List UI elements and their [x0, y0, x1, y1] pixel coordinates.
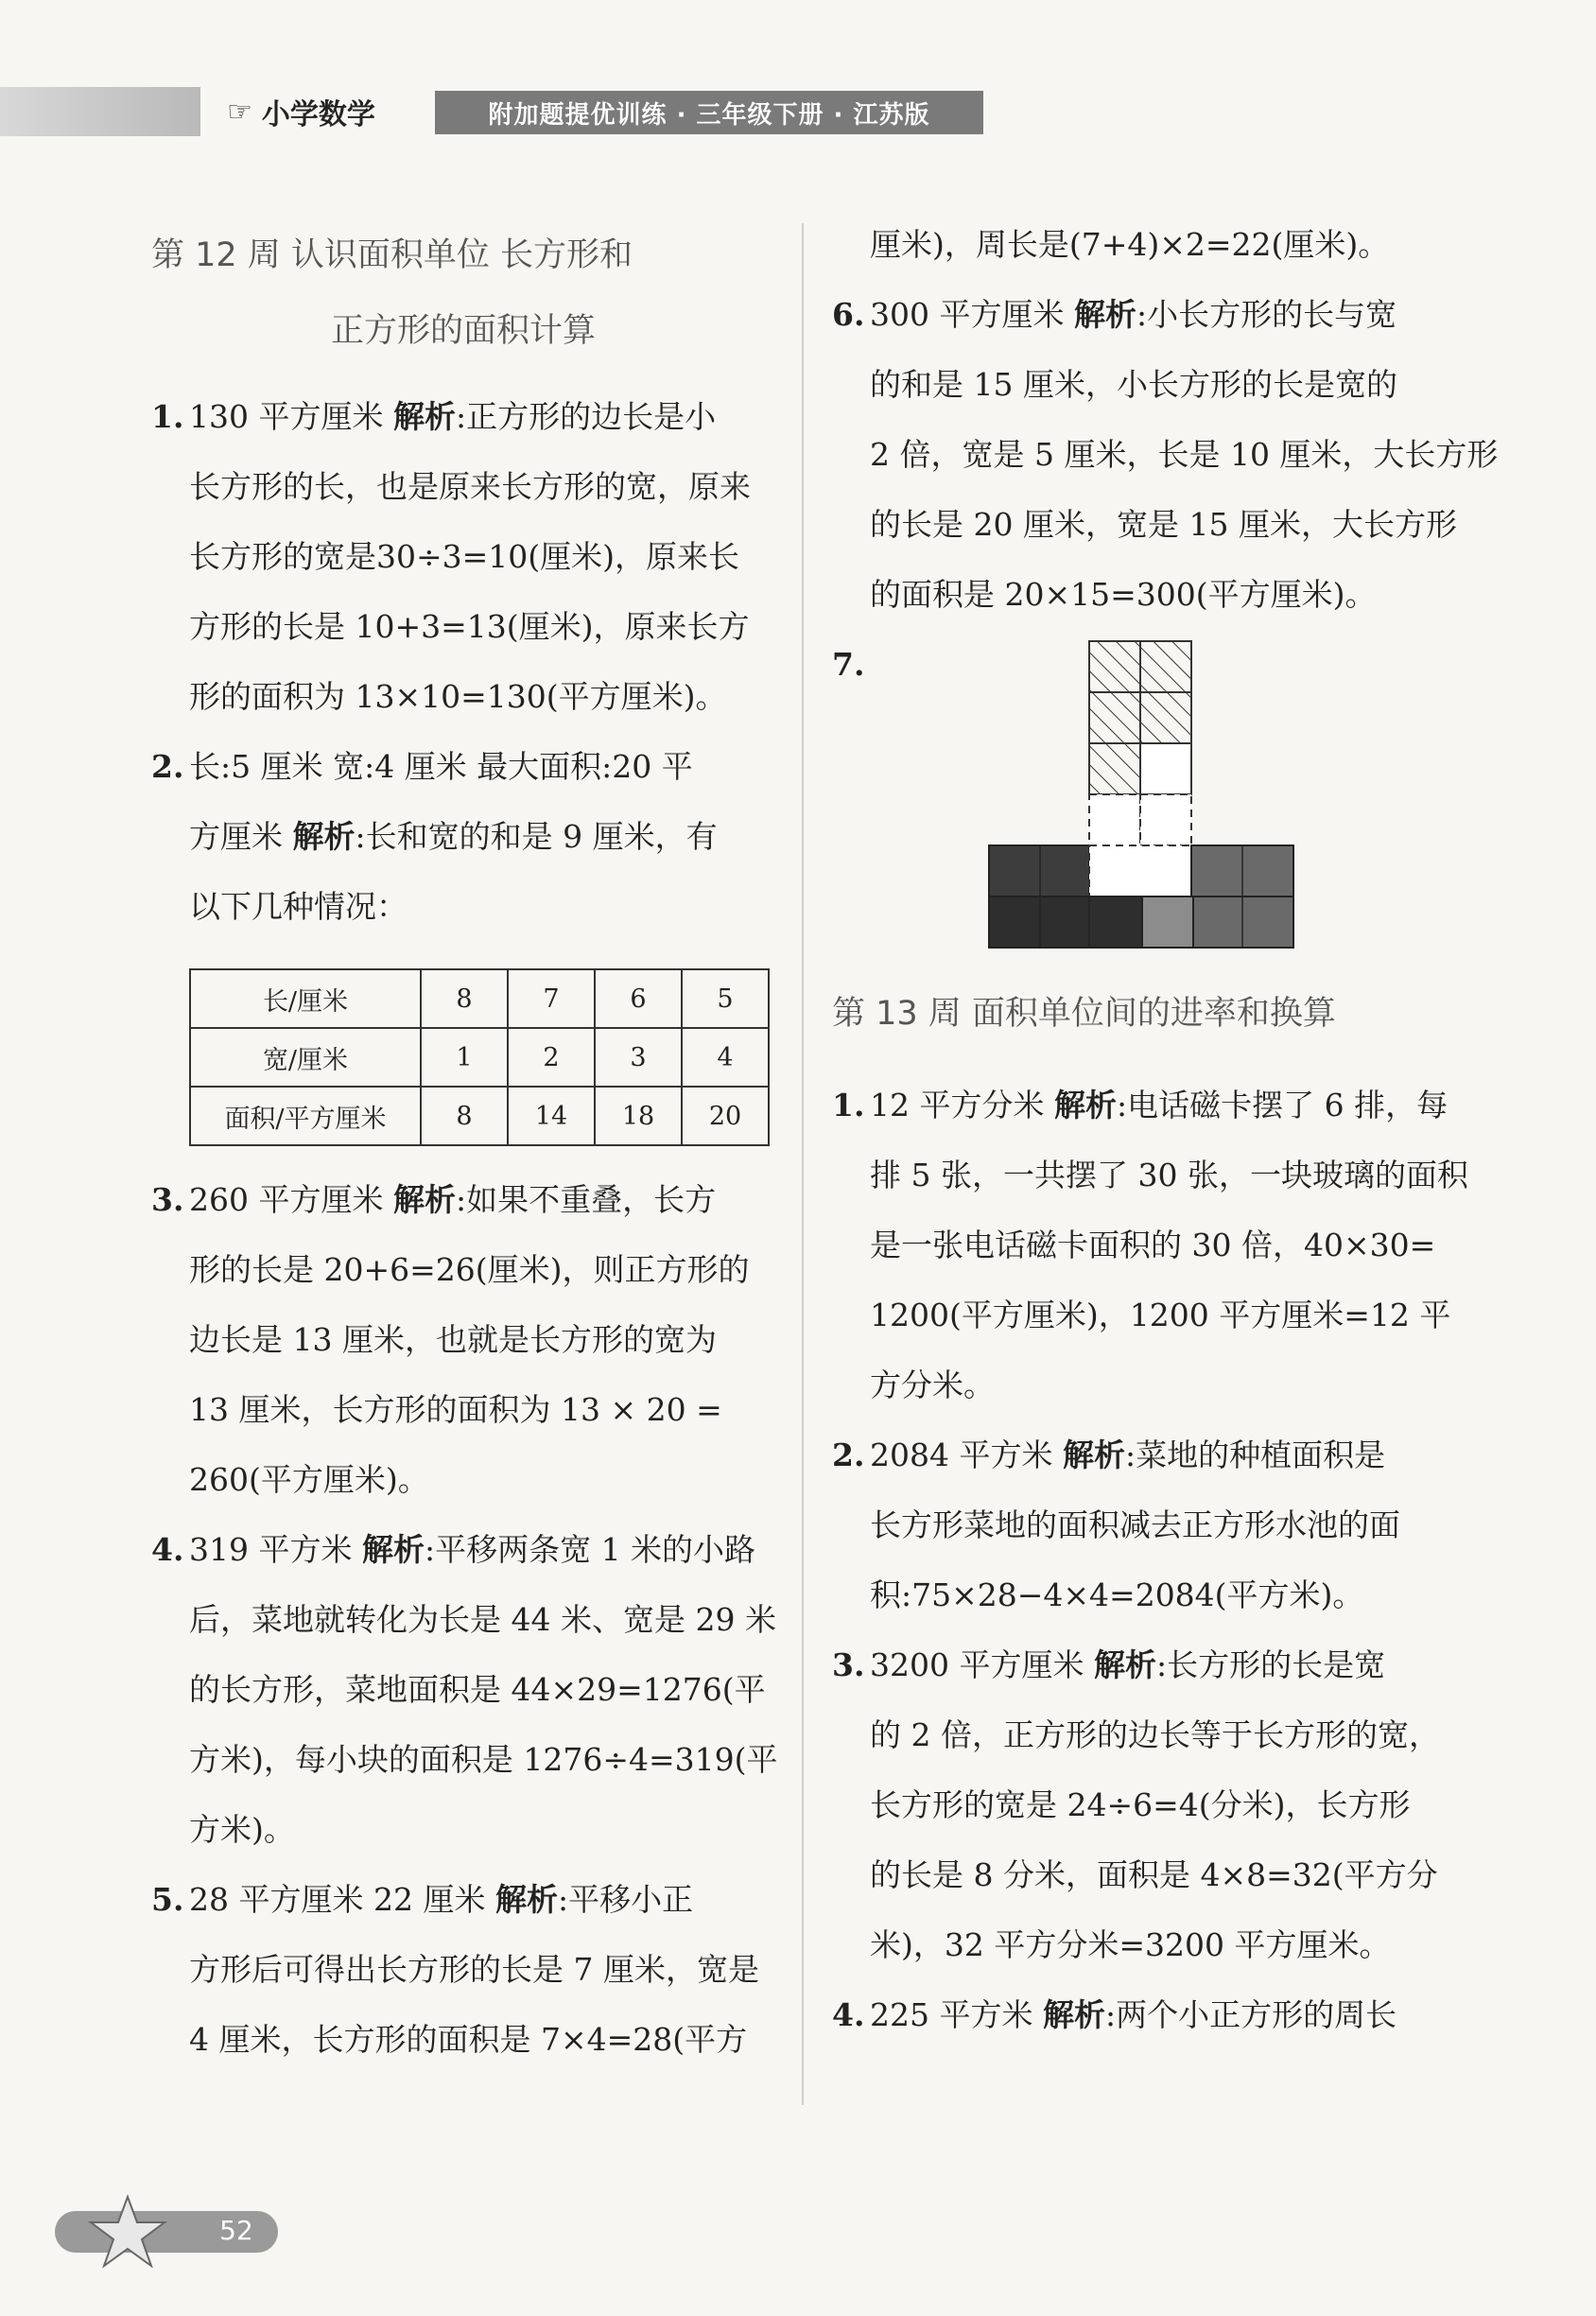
pointing-hand-icon: ☞: [227, 95, 252, 129]
text-line: [151, 802, 775, 872]
text-line: [151, 592, 775, 662]
line-text: 方形的长是 10+3=13(厘米)，原来长方: [189, 608, 750, 645]
week-13-question-3: [832, 1630, 1470, 1980]
brand-title: 小学数学: [261, 98, 375, 131]
line-text: 米)，32 平方分米=3200 平方厘米。: [870, 1926, 1391, 1963]
text-line: [832, 1350, 1470, 1420]
line-text: 300 平方厘米: [870, 296, 1074, 333]
line-text: 28 平方厘米 22 厘米: [189, 1881, 495, 1918]
analysis-keyword: 解析: [494, 1881, 558, 1918]
text-line: [832, 1630, 1470, 1700]
line-text: 260 平方厘米: [189, 1181, 393, 1218]
line-text: 方形后可得出长方形的长是 7 厘米，宽是: [189, 1951, 759, 1988]
text-line: [151, 1585, 775, 1655]
series-tag: 附加题提优训练 · 三年级下册 · 江苏版: [435, 91, 983, 134]
line-text: 130 平方厘米: [189, 398, 393, 435]
question-5-continued: 厘米)，周长是(7+4)×2=22(厘米)。: [870, 226, 1390, 263]
question-number: 6.: [832, 296, 865, 333]
text-line: [832, 1420, 1470, 1490]
right-column: [832, 210, 1499, 2050]
question-4: [151, 1515, 778, 1865]
text-line: [151, 1515, 775, 1585]
week-13-question-4: [832, 1980, 1470, 2050]
table-cell: 4: [682, 1028, 769, 1087]
gray-block-bottom-right: [1193, 897, 1293, 948]
header-band: [0, 87, 200, 136]
line-text: 的长是 8 分米，面积是 4×8=32(平方分: [870, 1856, 1438, 1893]
line-text: 的长是 20 厘米，宽是 15 厘米，大长方形: [870, 506, 1457, 543]
line-text: 的和是 15 厘米，小长方形的长是宽的: [870, 366, 1397, 403]
question-7-number: 7.: [832, 646, 865, 683]
text-line: [151, 1445, 775, 1515]
question-number: 1.: [151, 398, 184, 435]
line-text: 2084 平方米: [870, 1437, 1063, 1473]
text-line: [832, 1280, 1470, 1350]
table-row: [190, 1087, 769, 1145]
analysis-keyword: 解析: [1062, 1437, 1125, 1473]
analysis-keyword: 解析: [292, 818, 356, 855]
line-text: 13 厘米，长方形的面积为 13 × 20 =: [189, 1391, 722, 1428]
text-line: [832, 1700, 1470, 1770]
analysis-keyword: 解析: [392, 1181, 456, 1218]
analysis-keyword: 解析: [361, 1531, 425, 1568]
line-text: 积:75×28−4×4=2084(平方米)。: [870, 1576, 1364, 1613]
line-text: 225 平方米: [870, 1996, 1043, 2033]
question-3: [151, 1165, 775, 1515]
line-text: 长方形的长，也是原来长方形的宽，原来: [189, 468, 751, 505]
question-number: 1.: [832, 1087, 865, 1123]
line-text-rest: :长和宽的和是 9 厘米，有: [355, 818, 718, 855]
line-text: 1200(平方厘米)，1200 平方厘米=12 平: [870, 1297, 1451, 1333]
hatched-square-2: [1140, 641, 1191, 692]
line-text-rest: :平移两条宽 1 米的小路: [424, 1531, 756, 1568]
plain-square-2: [1089, 794, 1140, 845]
table-row: [190, 969, 769, 1028]
table-cell: 2: [508, 1028, 595, 1087]
question-number: 3.: [151, 1181, 184, 1218]
line-text-rest: :小长方形的长与宽: [1136, 296, 1397, 333]
question-number: 2.: [151, 748, 184, 785]
text-line: [151, 1725, 778, 1795]
text-line: [151, 522, 775, 592]
text-line: [151, 382, 775, 452]
line-text: 319 平方米: [189, 1531, 362, 1568]
text-line: [151, 452, 775, 522]
text-line: [151, 1165, 775, 1235]
hatched-square-4: [1140, 692, 1191, 743]
analysis-keyword: 解析: [1053, 1087, 1117, 1123]
question-5: [151, 1865, 775, 2075]
table-row-header: 宽/厘米: [190, 1028, 421, 1087]
line-text: 长:5 厘米 宽:4 厘米 最大面积:20 平: [189, 748, 693, 785]
question-2: [151, 732, 775, 942]
line-text: 2 倍，宽是 5 厘米，长是 10 厘米，大长方形: [870, 436, 1499, 473]
question-7-figure: [870, 639, 1470, 970]
analysis-keyword: 解析: [1073, 296, 1136, 333]
week-13-title: 第 13 周 面积单位间的进率和换算: [832, 995, 1336, 1033]
text-line: [151, 872, 775, 942]
text-line: [832, 1560, 1470, 1630]
text-line: [832, 420, 1499, 490]
week-12-title-line-1: 第 12 周 认识面积单位 长方形和: [151, 236, 633, 274]
question-6: [832, 280, 1499, 630]
line-text: 12 平方分米: [870, 1087, 1054, 1123]
text-line: [832, 1210, 1470, 1280]
header-brand: [227, 87, 375, 136]
line-text-rest: :正方形的边长是小: [455, 398, 717, 435]
text-line: [832, 560, 1470, 630]
white-gap-top: [1089, 845, 1191, 897]
text-line: [151, 1795, 775, 1865]
table-cell: 20: [682, 1087, 769, 1145]
text-line: [151, 1305, 775, 1375]
line-text-rest: :长方形的长是宽: [1155, 1646, 1386, 1683]
line-text: 方米)，每小块的面积是 1276÷4=319(平: [189, 1741, 778, 1778]
line-text: 的长方形，菜地面积是 44×29=1276(平: [189, 1671, 766, 1708]
analysis-keyword: 解析: [1093, 1646, 1156, 1683]
hatched-square-3: [1089, 692, 1140, 743]
table-cell: 18: [595, 1087, 682, 1145]
line-text-rest: :菜地的种植面积是: [1124, 1437, 1386, 1473]
week-13-question-2: [832, 1420, 1470, 1630]
text-line: [151, 1655, 775, 1725]
line-text: 是一张电话磁卡面积的 30 倍，40×30=: [870, 1227, 1436, 1263]
analysis-keyword: 解析: [1042, 1996, 1105, 2033]
question-number: 4.: [151, 1531, 184, 1568]
line-text: 的面积是 20×15=300(平方厘米)。: [870, 576, 1377, 613]
text-line: [832, 350, 1470, 420]
hatched-square-5: [1089, 743, 1140, 794]
table-cell: 5: [682, 969, 769, 1028]
line-text: 边长是 13 厘米，也就是长方形的宽为: [189, 1321, 717, 1358]
table-cell: 14: [508, 1087, 595, 1145]
text-line: [151, 2005, 775, 2075]
text-line: [832, 1840, 1470, 1910]
question-number: 2.: [832, 1437, 865, 1473]
text-line: [832, 1770, 1470, 1840]
page-number: 52: [219, 2215, 253, 2246]
hatched-square-1: [1089, 641, 1140, 692]
dark-block-bottom-left: [989, 897, 1142, 948]
text-line: [832, 1910, 1470, 1980]
table-cell: 8: [421, 969, 508, 1028]
text-line: [832, 1071, 1470, 1141]
question-number: 5.: [151, 1881, 184, 1918]
plain-square-1: [1140, 743, 1191, 794]
text-line: [151, 662, 775, 732]
line-text: 形的面积为 13×10=130(平方厘米)。: [189, 678, 727, 715]
question-1: [151, 382, 775, 732]
line-text: 长方形的宽是 24÷6=4(分米)，长方形: [870, 1786, 1411, 1823]
table-cell: 3: [595, 1028, 682, 1087]
line-text: 长方形的宽是30÷3=10(厘米)，原来长: [189, 538, 740, 575]
table-row-header: 长/厘米: [190, 969, 421, 1028]
line-text: 长方形菜地的面积减去正方形水池的面: [870, 1506, 1400, 1543]
text-line: [832, 1141, 1470, 1210]
line-text: 4 厘米，长方形的面积是 7×4=28(平方: [189, 2021, 748, 2058]
line-text: 形的长是 20+6=26(厘米)，则正方形的: [189, 1251, 750, 1288]
star-icon: [85, 2192, 170, 2268]
text-line: [151, 732, 775, 802]
line-text-rest: :平移小正: [557, 1881, 694, 1918]
line-text: 方米)。: [189, 1811, 295, 1848]
table-row-header: 面积/平方厘米: [190, 1087, 421, 1145]
week-12-title-line-2: 正方形的面积计算: [331, 312, 597, 350]
table-cell: 6: [595, 969, 682, 1028]
dark-block-left: [989, 845, 1089, 897]
question-number: 4.: [832, 1996, 865, 2033]
text-line: [832, 280, 1470, 350]
table-cell: 1: [421, 1028, 508, 1087]
rectangle-table: [189, 968, 770, 1146]
text-line: [151, 1865, 775, 1935]
mid-gray-block: [1142, 897, 1193, 948]
plain-square-3: [1140, 794, 1191, 845]
left-column: [151, 218, 778, 2075]
line-text: 排 5 张，一共摆了 30 张，一块玻璃的面积: [870, 1157, 1468, 1193]
grid-figure: [870, 639, 1475, 970]
analysis-keyword: 解析: [392, 398, 456, 435]
line-text: 的 2 倍，正方形的边长等于长方形的宽，: [870, 1716, 1440, 1753]
line-text: 以下几种情况：: [189, 888, 408, 925]
line-text-rest: :两个小正方形的周长: [1104, 1996, 1397, 2033]
line-text-rest: :如果不重叠，长方: [455, 1181, 717, 1218]
text-line: [151, 1375, 775, 1445]
line-text: 方分米。: [870, 1367, 995, 1403]
week-13-question-1: [832, 1071, 1470, 1420]
text-line: [832, 1980, 1470, 2050]
text-line: [151, 1935, 775, 2005]
column-divider: [802, 223, 804, 2105]
text-line: [832, 490, 1470, 560]
line-text: 3200 平方厘米: [870, 1646, 1094, 1683]
text-line: [151, 1235, 775, 1305]
line-text-rest: :电话磁卡摆了 6 排，每: [1116, 1087, 1449, 1123]
text-line: [832, 1490, 1470, 1560]
table-row: [190, 1028, 769, 1087]
line-text: 后，菜地就转化为长是 44 米、宽是 29 米: [189, 1601, 776, 1638]
table-cell: 7: [508, 969, 595, 1028]
line-text: 方厘米: [189, 818, 293, 855]
question-number: 3.: [832, 1646, 865, 1683]
table-cell: 8: [421, 1087, 508, 1145]
line-text: 260(平方厘米)。: [189, 1461, 429, 1498]
